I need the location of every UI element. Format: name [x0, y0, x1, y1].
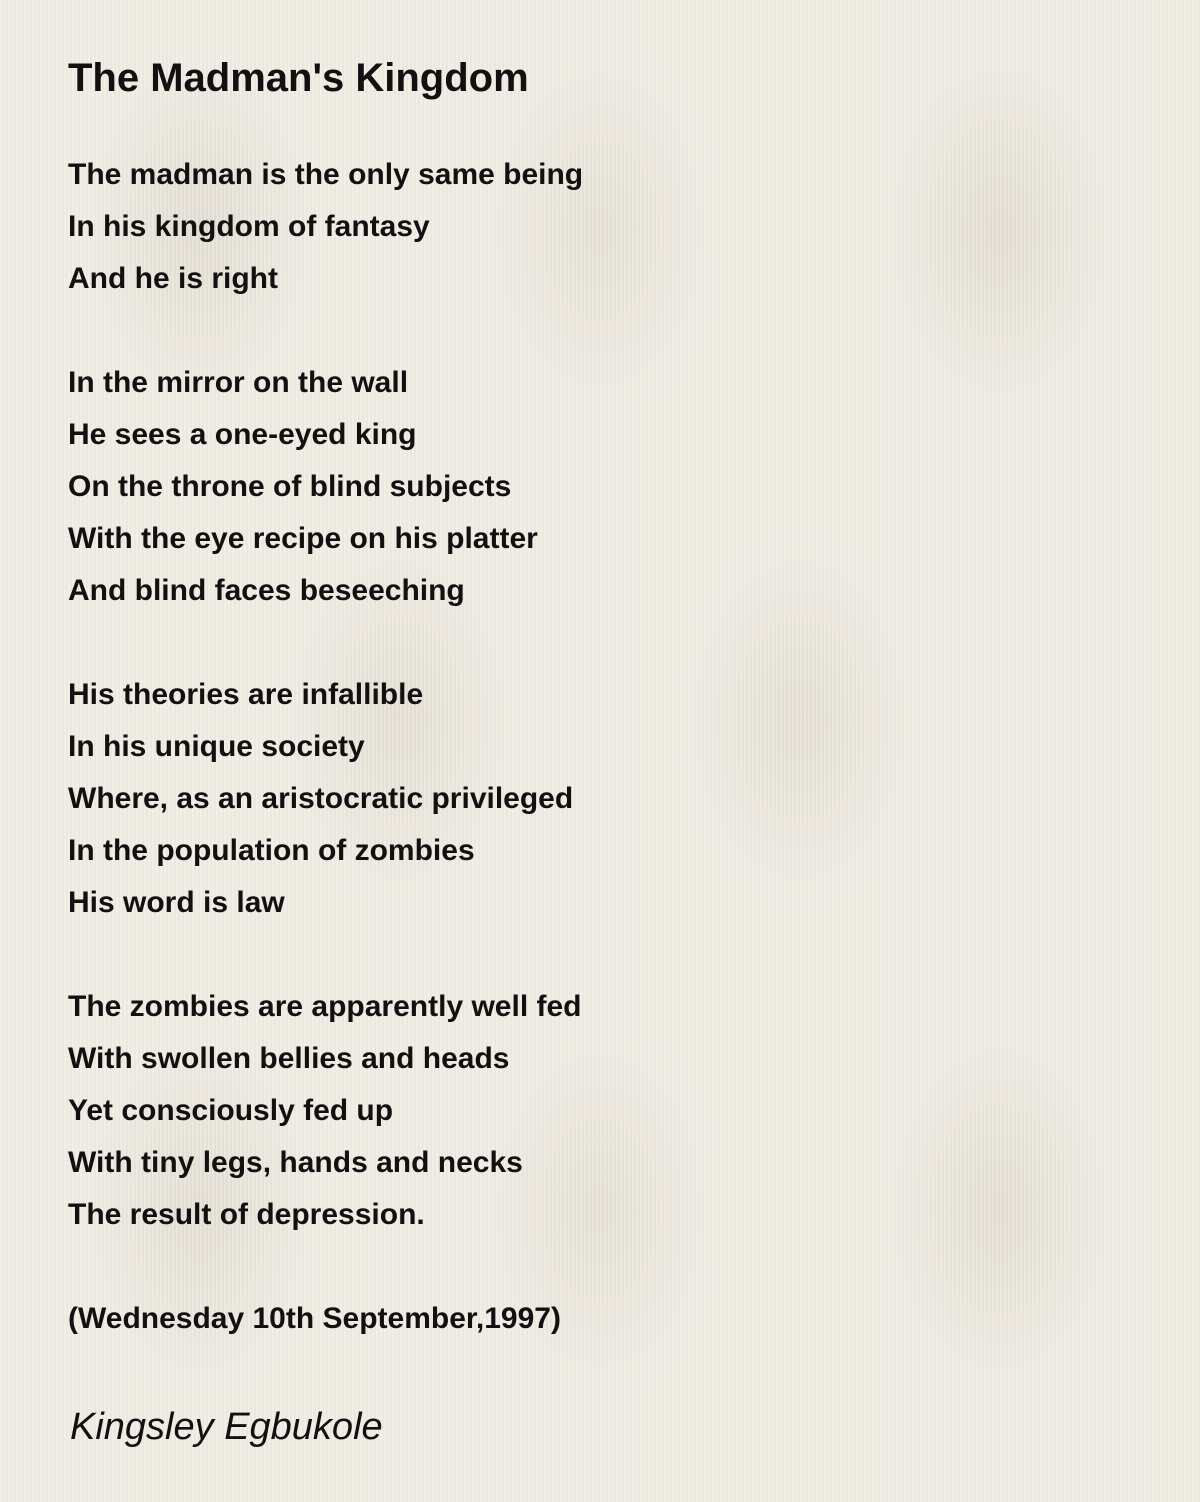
stanza-4	[68, 981, 583, 1241]
poem-line: In the population of zombies	[68, 834, 475, 867]
stanza-gap	[68, 617, 583, 669]
poem-line: His word is law	[68, 886, 285, 919]
stanza-gap	[68, 305, 583, 357]
poem-line: His theories are infallible	[68, 678, 424, 711]
poem-line: With swollen bellies and heads	[68, 1042, 510, 1075]
poem-line: With the eye recipe on his platter	[68, 522, 538, 555]
stanza-2	[68, 357, 583, 617]
poem-line: On the throne of blind subjects	[68, 470, 512, 503]
poem-line: And he is right	[68, 262, 278, 295]
poem-line: He sees a one-eyed king	[68, 418, 417, 451]
poem-line: Yet consciously fed up	[68, 1094, 394, 1127]
poem-date: (Wednesday 10th September,1997)	[68, 1302, 561, 1335]
poem-line: The madman is the only same being	[68, 158, 584, 191]
poem-line: The zombies are apparently well fed	[68, 990, 582, 1023]
poem-line: With tiny legs, hands and necks	[68, 1146, 523, 1179]
poem-body	[68, 149, 583, 1345]
poem-line: In the mirror on the wall	[68, 366, 409, 399]
poem-line: And blind faces beseeching	[68, 574, 465, 607]
stanza-1	[68, 149, 583, 305]
poem-line: In his kingdom of fantasy	[68, 210, 430, 243]
stanza-gap	[68, 1241, 583, 1293]
poem-author: Kingsley Egbukole	[70, 1406, 383, 1448]
stanza-gap	[68, 929, 583, 981]
poem-title: The Madman's Kingdom	[68, 56, 529, 100]
poem-line: In his unique society	[68, 730, 365, 763]
poem-line: The result of depression.	[68, 1198, 425, 1231]
stanza-3	[68, 669, 583, 929]
poem-line: Where, as an aristocratic privileged	[68, 782, 574, 815]
